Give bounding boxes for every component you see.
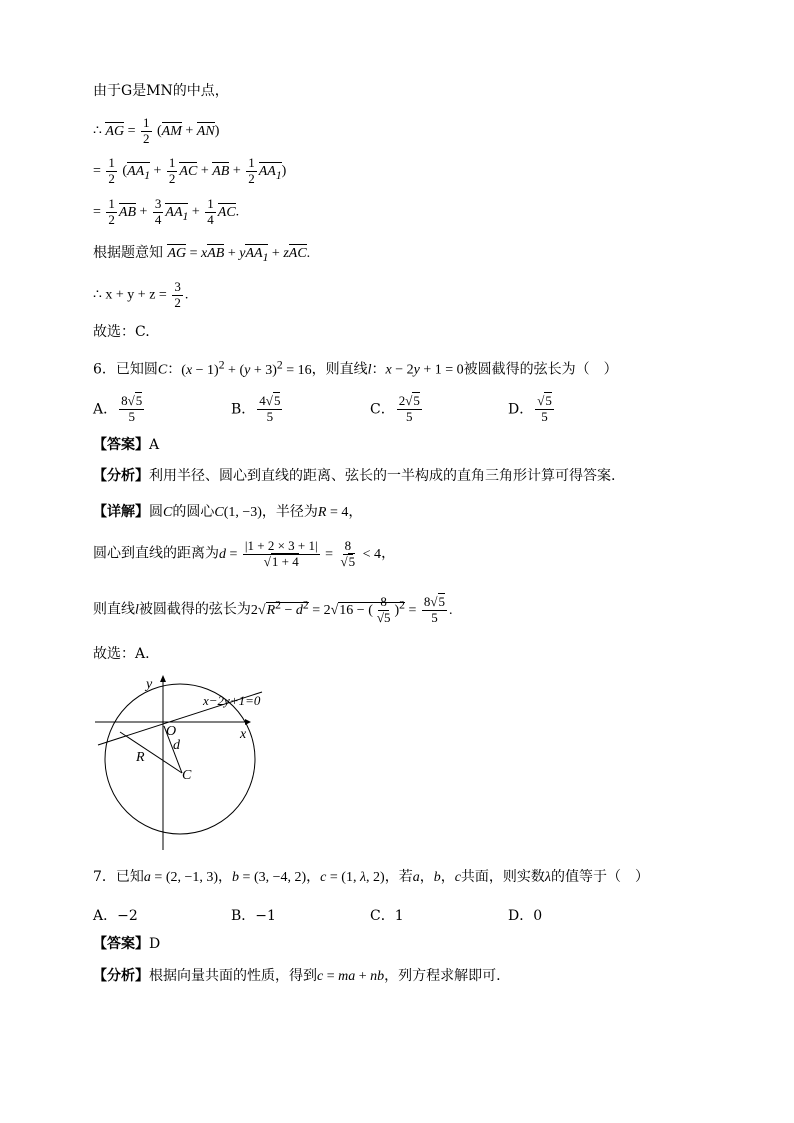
text-line-midpoint: 由于G是MN的中点， (93, 83, 229, 99)
d-label: d (173, 738, 180, 753)
distance-line: 圆心到直线的距离为d = $\frac{|1 + 2 \times 3 + 1|}{√1 + 4}$ = $\frac{8}{√5}$ < 4， (93, 538, 396, 569)
equation-result: = $\frac{1}{2}$ AB + $\frac{3}{4}$ $AA_1$ + $\frac{1}{4}$ AC. (93, 196, 240, 227)
y-axis-label: y (146, 677, 153, 692)
text-line-coeffs: 根据题意知 AG = xAB + yAA$_1$ + zAC. (93, 245, 311, 264)
circle-line-figure (90, 672, 290, 852)
x-axis-label: x (240, 727, 247, 742)
equation-expansion: = $\frac{1}{2}$ ($AA_1$ + $\frac{1}{2}$ AC + AB + $\frac{1}{2}$ $AA_1$) (93, 155, 287, 186)
chord-line: 则直线l被圆截得的弦长为$2√R^2 - d^2 = 2√16$ − ( $\frac{8}{√5}$ )$^2$ = $\frac{8√5}{5}$ . (93, 594, 453, 625)
x-axis-arrow (245, 719, 251, 725)
option-6d: D． $\frac{√5}{5}$ (508, 393, 552, 424)
y-axis-arrow (160, 675, 166, 682)
text-choose-a: 故选：A. (93, 646, 150, 662)
option-7a: A．−2 (93, 908, 138, 924)
option-7d: D．0 (508, 908, 543, 924)
text-choose-c: 故选：C. (93, 324, 150, 340)
question-7-stem: 7．已知a = (2, −1, 3)，b = (3, −4, 2)，c = (1, λ, 2)，若a，b，c共面，则实数λ的值等于（ ） (93, 869, 649, 885)
detail-6: 【详解】圆C的圆心C(1, −3)，半径为R = 4， (93, 504, 363, 520)
answer-7: 【答案】D (93, 936, 161, 952)
option-6b: B． $\frac{4√5}{5}$ (231, 393, 281, 424)
option-7c: C．1 (370, 908, 404, 924)
answer-6: 【答案】A (93, 437, 160, 453)
option-7b: B．−1 (231, 908, 276, 924)
equation-ag: ∴ AG = $\frac{1}{2}$ (AM + AN) (93, 115, 220, 146)
equation-sum: ∴ x + y + z = $\frac{3}{2}$ . (93, 279, 189, 310)
option-6c: C． $\frac{2√5}{5}$ (370, 393, 420, 424)
C-label: C (182, 768, 192, 783)
analysis-6: 【分析】利用半径、圆心到直线的距离、弦长的一半构成的直角三角形计算可得答案. (93, 468, 616, 484)
question-6-stem: 6．已知圆C：$(x - 1)^2 + (y + 3)^2 = 16$，则直线l：x − 2y + 1 = 0被圆截得的弦长为（ ） (93, 358, 618, 378)
analysis-7: 【分析】根据向量共面的性质，得到c = ma + nb，列方程求解即可. (93, 968, 501, 984)
origin-label: O (166, 724, 177, 739)
R-label: R (136, 750, 145, 765)
line-equation-label: x−2y+1=0 (203, 693, 261, 708)
option-6a: A． $\frac{8√5}{5}$ (93, 393, 143, 424)
